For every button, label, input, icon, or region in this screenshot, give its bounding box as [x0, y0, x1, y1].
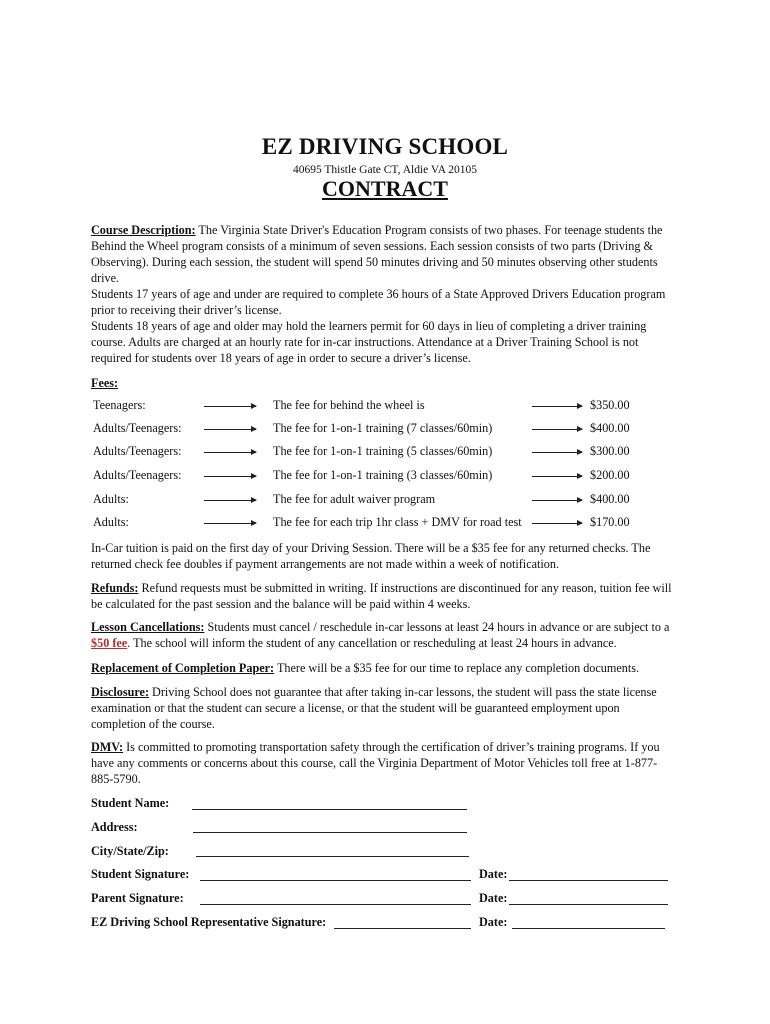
student-date-field[interactable]	[509, 880, 668, 881]
fee-category: Adults:	[93, 492, 129, 506]
parent-signature-field[interactable]	[200, 904, 471, 905]
refunds-label: Refunds:	[91, 581, 139, 595]
disclosure-section	[91, 684, 677, 732]
fee-amount: $300.00	[590, 444, 630, 458]
school-address: 40695 Thistle Gate CT, Aldie VA 20105	[292, 164, 478, 176]
arrow-icon	[204, 523, 256, 524]
cancellation-fee: $50 fee	[91, 636, 128, 650]
fee-row	[91, 492, 677, 508]
refunds-text: Refund requests must be submitted in writing. If instructions are discontinued for any reason, tuition fee will be calculated for the past session and the balance will be paid within 4 weeks.	[91, 581, 672, 611]
arrow-icon	[204, 429, 256, 430]
tuition-text: In-Car tuition is paid on the first day of your Driving Session. There will be a $35 fee for any returned checks. The returned check fee doubles if payment arrangements are not made within a week of notification.	[91, 541, 651, 571]
arrow-icon	[204, 406, 256, 407]
city-state-zip-field[interactable]	[196, 856, 469, 857]
arrow-icon	[532, 452, 582, 453]
parent-date-label: Date:	[479, 891, 508, 905]
arrow-icon	[204, 476, 256, 477]
course-description-section	[91, 222, 677, 366]
representative-signature-field[interactable]	[334, 928, 471, 929]
disclosure-label: Disclosure:	[91, 685, 149, 699]
lesson-cancellations-section	[91, 619, 677, 651]
city-state-zip-label: City/State/Zip:	[91, 844, 169, 858]
student-name-field[interactable]	[192, 809, 467, 810]
address-field[interactable]	[193, 832, 467, 833]
lesson-cancellations-label: Lesson Cancellations:	[91, 620, 205, 634]
fee-row	[91, 515, 677, 531]
fee-amount: $350.00	[590, 398, 630, 412]
arrow-icon	[204, 500, 256, 501]
school-name: EZ DRIVING SCHOOL	[261, 134, 509, 159]
fee-row	[91, 398, 677, 414]
fee-description: The fee for each trip 1hr class + DMV for road test	[273, 515, 522, 529]
fee-row	[91, 421, 677, 437]
representative-date-label: Date:	[479, 915, 508, 929]
course-description-text: The Virginia State Driver's Education Program consists of two phases. For teenage students the Behind the Wheel program consists of a minimum of seven sessions. Each session consists of two parts (Driving & Observing). During each session, the student will spend 50 minutes driving and 50 minutes observing other students drive.	[91, 223, 663, 285]
replacement-section	[91, 660, 677, 676]
fee-amount: $400.00	[590, 492, 630, 506]
replacement-label: Replacement of Completion Paper:	[91, 661, 275, 675]
fee-category: Adults/Teenagers:	[93, 421, 182, 435]
dmv-label: DMV:	[91, 740, 124, 754]
representative-date-field[interactable]	[512, 928, 665, 929]
fee-amount: $400.00	[590, 421, 630, 435]
refunds-section	[91, 580, 677, 612]
course-over-18-text: Students 18 years of age and older may hold the learners permit for 60 days in lieu of completing a driver training course. Adults are charged at an hourly rate for in-car instructions. Attendance at a Driver Training School is not required for students over 18 years of age in order to secure a driver’s license.	[91, 319, 647, 365]
arrow-icon	[532, 406, 582, 407]
fee-category: Adults:	[93, 515, 129, 529]
fee-description: The fee for 1-on-1 training (5 classes/60min)	[273, 444, 493, 458]
student-signature-label: Student Signature:	[91, 867, 190, 881]
student-name-label: Student Name:	[91, 796, 170, 810]
fee-description: The fee for 1-on-1 training (3 classes/60min)	[273, 468, 493, 482]
replacement-text: There will be a $35 fee for our time to replace any completion documents.	[274, 661, 640, 675]
fee-amount: $200.00	[590, 468, 630, 482]
tuition-section	[91, 540, 677, 572]
student-signature-field[interactable]	[200, 880, 471, 881]
fee-description: The fee for adult waiver program	[273, 492, 436, 506]
dmv-section	[91, 739, 677, 787]
fee-amount: $170.00	[590, 515, 630, 529]
fee-description: The fee for behind the wheel is	[273, 398, 425, 412]
disclosure-text: Driving School does not guarantee that after taking in-car lessons, the student will pass the state license examination or that the student can secure a license, or that the student will be guaranteed employment upon completion of the course.	[91, 685, 657, 731]
arrow-icon	[204, 452, 256, 453]
fee-row	[91, 444, 677, 460]
parent-date-field[interactable]	[509, 904, 668, 905]
representative-signature-label: EZ Driving School Representative Signature:	[91, 915, 327, 929]
parent-signature-label: Parent Signature:	[91, 891, 184, 905]
fee-row	[91, 468, 677, 484]
student-date-label: Date:	[479, 867, 508, 881]
lesson-cancellations-text-end: . The school will inform the student of any cancellation or rescheduling at least 24 hours in advance.	[127, 636, 617, 650]
fees-heading	[91, 375, 677, 391]
fees-label: Fees:	[91, 376, 119, 390]
arrow-icon	[532, 500, 582, 501]
address-label: Address:	[91, 820, 138, 834]
arrow-icon	[532, 429, 582, 430]
fee-description: The fee for 1-on-1 training (7 classes/60min)	[273, 421, 493, 435]
course-under-17-text: Students 17 years of age and under are required to complete 36 hours of a State Approved Drivers Education program prior to receiving their driver’s license.	[91, 287, 666, 317]
fee-category: Adults/Teenagers:	[93, 444, 182, 458]
fee-category: Adults/Teenagers:	[93, 468, 182, 482]
document-title: CONTRACT	[322, 176, 448, 201]
dmv-text: Is committed to promoting transportation safety through the certification of driver’s training programs. If you have any comments or concerns about this course, call the Virginia Department of Motor Vehicles toll free at 1-877-885-5790.	[91, 740, 660, 786]
arrow-icon	[532, 476, 582, 477]
arrow-icon	[532, 523, 582, 524]
course-description-label: Course Description:	[91, 223, 196, 237]
lesson-cancellations-text: Students must cancel / reschedule in-car lessons at least 24 hours in advance or are subject to a	[204, 620, 670, 634]
fee-category: Teenagers:	[93, 398, 146, 412]
